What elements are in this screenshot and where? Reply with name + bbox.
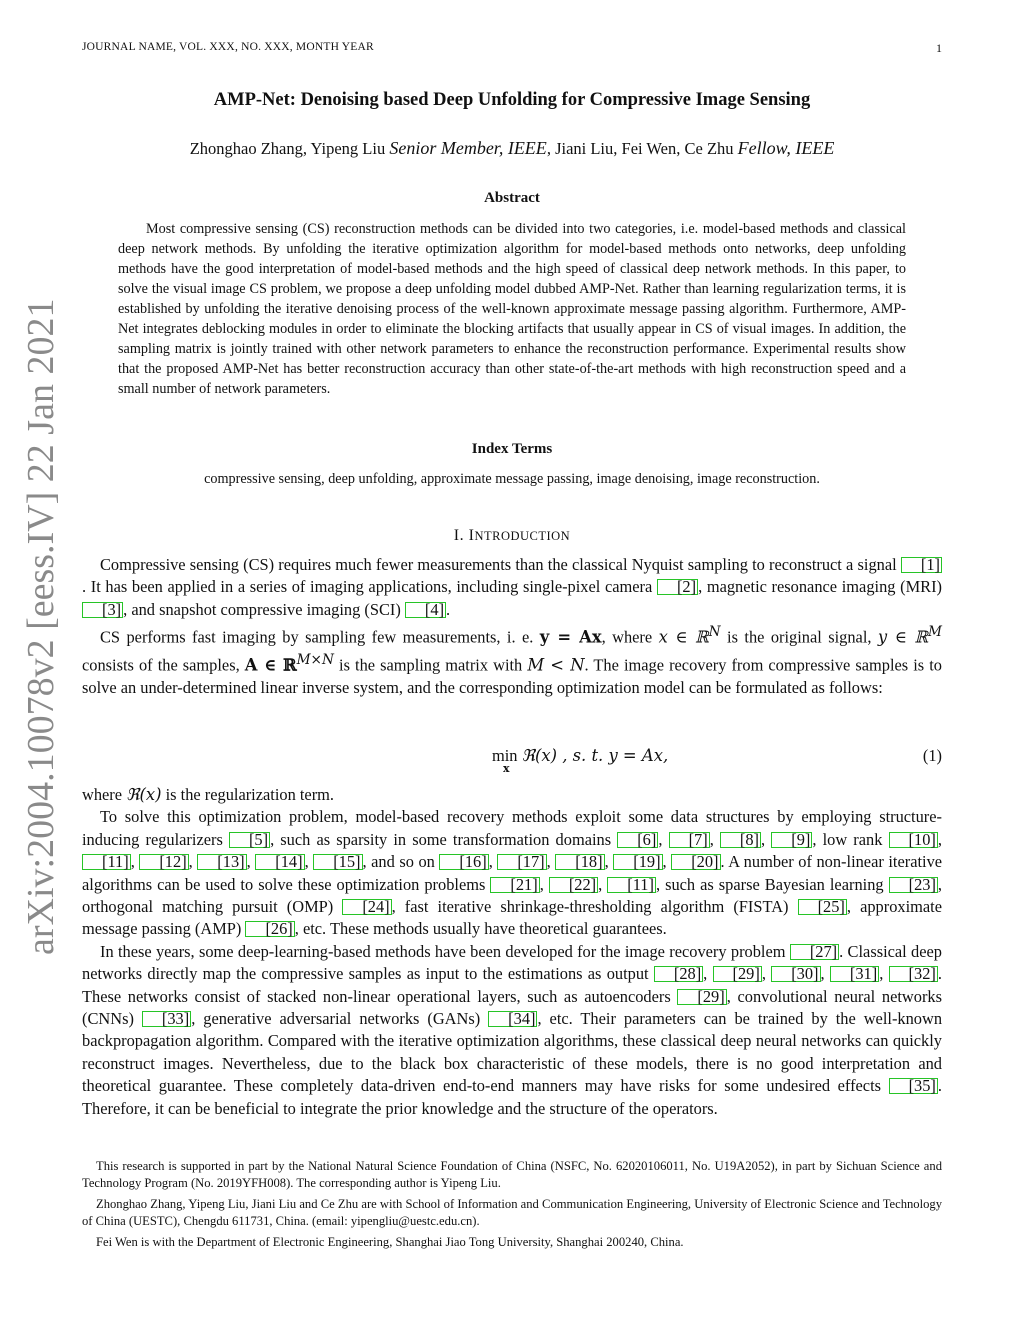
- citation-link[interactable]: [13]: [197, 854, 246, 870]
- citation-link[interactable]: [10]: [889, 832, 938, 848]
- equation-1: [82, 746, 942, 776]
- authors-role1: Senior Member, IEEE: [389, 138, 547, 158]
- paragraph-3: where ℜ(x) is the regularization term.: [82, 785, 335, 804]
- paragraph-4: To solve this optimization problem, model-based recovery methods exploit some data structures by employing structure-inducing regularizers [5] , such as sparsity in some transformation domains [6] , [7] , [8] , [9] , low rank [10] , [11] , [12] , [13] , [14] , [15] , and so on [16] , [17] , [18] , [19] , [20] . A number of non-linear iterative algorithms can be used to solve these optimization problems [21] , [22] , [11] , such as sparse Bayesian learning [23] , orthogonal matching pursuit (OMP) [24] , fast iterative shrinkage-thresholding algorithm (FISTA) [25] , approximate message passing (AMP) [26] , etc. These methods usually have theoretical guarantees.: [82, 807, 943, 939]
- section-numeral: I.: [453, 527, 465, 544]
- citation-link[interactable]: [9]: [771, 832, 812, 848]
- citation-link[interactable]: [21]: [490, 877, 539, 893]
- footnote-affiliation-2: Fei Wen is with the Department of Electronic Engineering, Shanghai Jiao Tong University, Shanghai 200240, China.: [96, 1235, 684, 1249]
- abstract-heading: Abstract: [484, 190, 540, 206]
- paragraph-5: In these years, some deep-learning-based methods have been developed for the image recovery problem [27] . Classical deep networks directly map the compressive samples as input to the estimations as output [28] , [29] , [30] , [31] , [32] . These networks consist of stacked non-linear operational layers, such as autoencoders [29] , convolutional neural networks (CNNs) [33] , generative adversarial networks (GANs) [34] , etc. Their parameters can be trained by the well-known backpropagation algorithm. Compared with the iterative optimization algorithms, these classical deep neural networks can quickly reconstruct images. Nevertheless, due to the black box characteristic of these models, there is no good interpretation and theoretical guarantee. These completely data-driven end-to-end manners may have risks for some undesired effects [35] . Therefore, it can be beneficial to integrate the prior knowledge and the structure of the operators.: [82, 941, 943, 1118]
- footnote-funding: This research is supported in part by the National Natural Science Foundation of China (NSFC, No. 62020106011, No. U19A2052), in part by Sichuan Science and Technology Program (No. 2019YFH008). The corresponding author is Yipeng Liu.: [82, 1159, 942, 1190]
- citation-link[interactable]: [14]: [255, 854, 304, 870]
- citation-link[interactable]: [1]: [901, 557, 942, 573]
- author-line: [82, 138, 942, 159]
- citation-link[interactable]: [11]: [82, 854, 131, 870]
- citation-link[interactable]: [5]: [229, 832, 270, 848]
- arxiv-stamp: arXiv:2004.10078v2 [eess.IV] 22 Jan 2021: [20, 298, 62, 955]
- citation-link[interactable]: [11]: [607, 877, 656, 893]
- citation-link[interactable]: [22]: [549, 877, 598, 893]
- citation-link[interactable]: [28]: [654, 966, 703, 982]
- citation-link[interactable]: [25]: [798, 899, 847, 915]
- page-number: 1: [936, 41, 942, 55]
- section-title-rest: NTRODUCTION: [474, 529, 571, 543]
- citation-link[interactable]: [34]: [488, 1011, 537, 1027]
- equation-number: (1): [922, 746, 942, 765]
- citation-link[interactable]: [33]: [142, 1011, 191, 1027]
- citation-link[interactable]: [29]: [713, 966, 762, 982]
- citation-link[interactable]: [16]: [439, 854, 488, 870]
- equation-subscript: x: [503, 762, 510, 775]
- citation-link[interactable]: [2]: [657, 579, 698, 595]
- authors-part2: , Jiani Liu, Fei Wen, Ce Zhu: [546, 139, 734, 158]
- index-terms-text: compressive sensing, deep unfolding, approximate message passing, image denoising, image reconstruction.: [204, 471, 820, 487]
- paragraph-2: CS performs fast imaging by sampling few measurements, i. e. y = Ax, where x ∈ ℝ$^N$ is the original signal, y ∈ ℝ$^M$ consists of the samples, A ∈ ℝ$^{M\times N}$ is the sampling matrix with M < N. The image recovery from compressive samples is to solve an under-determined linear inverse system, and the corresponding optimization model can be formulated as follows:: [82, 624, 942, 697]
- authors-part1: Zhonghao Zhang, Yipeng Liu: [189, 139, 386, 158]
- section-heading: [82, 527, 942, 545]
- citation-link[interactable]: [35]: [889, 1078, 938, 1094]
- equation-expression: min x ℜ(x) , s. t. y = Ax,: [492, 746, 669, 775]
- footnotes: [82, 1158, 942, 1255]
- citation-link[interactable]: [18]: [555, 854, 604, 870]
- citation-link[interactable]: [3]: [82, 602, 123, 618]
- paragraph-1: Compressive sensing (CS) requires much fewer measurements than the classical Nyquist sampling to reconstruct a signal [1]. It has been applied in a series of imaging applications, including single-pixel camera [2] , magnetic resonance imaging (MRI) [3] , and snapshot compressive imaging (SCI) [4] .: [82, 555, 942, 619]
- citation-link[interactable]: [24]: [342, 899, 391, 915]
- citation-link[interactable]: [23]: [889, 877, 938, 893]
- citation-link[interactable]: [8]: [720, 832, 761, 848]
- citation-link[interactable]: [20]: [671, 854, 720, 870]
- citation-link[interactable]: [30]: [771, 966, 820, 982]
- citation-link[interactable]: [19]: [613, 854, 662, 870]
- citation-link[interactable]: [17]: [497, 854, 546, 870]
- citation-link[interactable]: [6]: [617, 832, 658, 848]
- section-title-first: I: [468, 527, 475, 544]
- paper-title: AMP-Net: Denoising based Deep Unfolding for Compressive Image Sensing: [213, 90, 811, 110]
- body-block-2: [82, 784, 942, 1120]
- citation-link[interactable]: [29]: [677, 989, 726, 1005]
- citation-link[interactable]: [27]: [790, 944, 839, 960]
- index-terms-heading: Index Terms: [471, 441, 553, 457]
- citation-link[interactable]: [12]: [139, 854, 188, 870]
- citation-link[interactable]: [26]: [245, 921, 294, 937]
- citation-link[interactable]: [4]: [405, 602, 446, 618]
- citation-link[interactable]: [7]: [669, 832, 710, 848]
- authors-role2: Fellow, IEEE: [737, 138, 835, 158]
- citation-link[interactable]: [31]: [830, 966, 879, 982]
- footnote-affiliation-1: Zhonghao Zhang, Yipeng Liu, Jiani Liu and Ce Zhu are with School of Information and Communication Engineering, University of Electronic Science and Technology of China (UESTC), Chengdu 611731, China. (email: yipengliu@uestc.edu.cn).: [82, 1197, 942, 1228]
- citation-link[interactable]: [32]: [889, 966, 938, 982]
- body-block-1: [82, 554, 942, 699]
- abstract-text: Most compressive sensing (CS) reconstruction methods can be divided into two categories, i.e. model-based methods and classical deep network methods. By unfolding the iterative optimization algorithm for model-based methods onto networks, deep unfolding methods have the good interpretation of model-based methods and the high speed of classical deep network methods. In this paper, to solve the visual image CS problem, we propose a deep unfolding model dubbed AMP-Net. Rather than learning regularization terms, it is established by unfolding the iterative denoising process of the well-known approximate message passing algorithm. Furthermore, AMP-Net integrates deblocking modules in order to eliminate the blocking artifacts that usually appear in CS of visual images. In addition, the sampling matrix is jointly trained with other network parameters to enhance the reconstruction performance. Experimental results show that the proposed AMP-Net has better reconstruction accuracy than other state-of-the-art methods with high reconstruction speed and a small number of network parameters.: [118, 221, 906, 397]
- running-header: JOURNAL NAME, VOL. XXX, NO. XXX, MONTH YEAR: [82, 41, 374, 53]
- citation-link[interactable]: [15]: [313, 854, 362, 870]
